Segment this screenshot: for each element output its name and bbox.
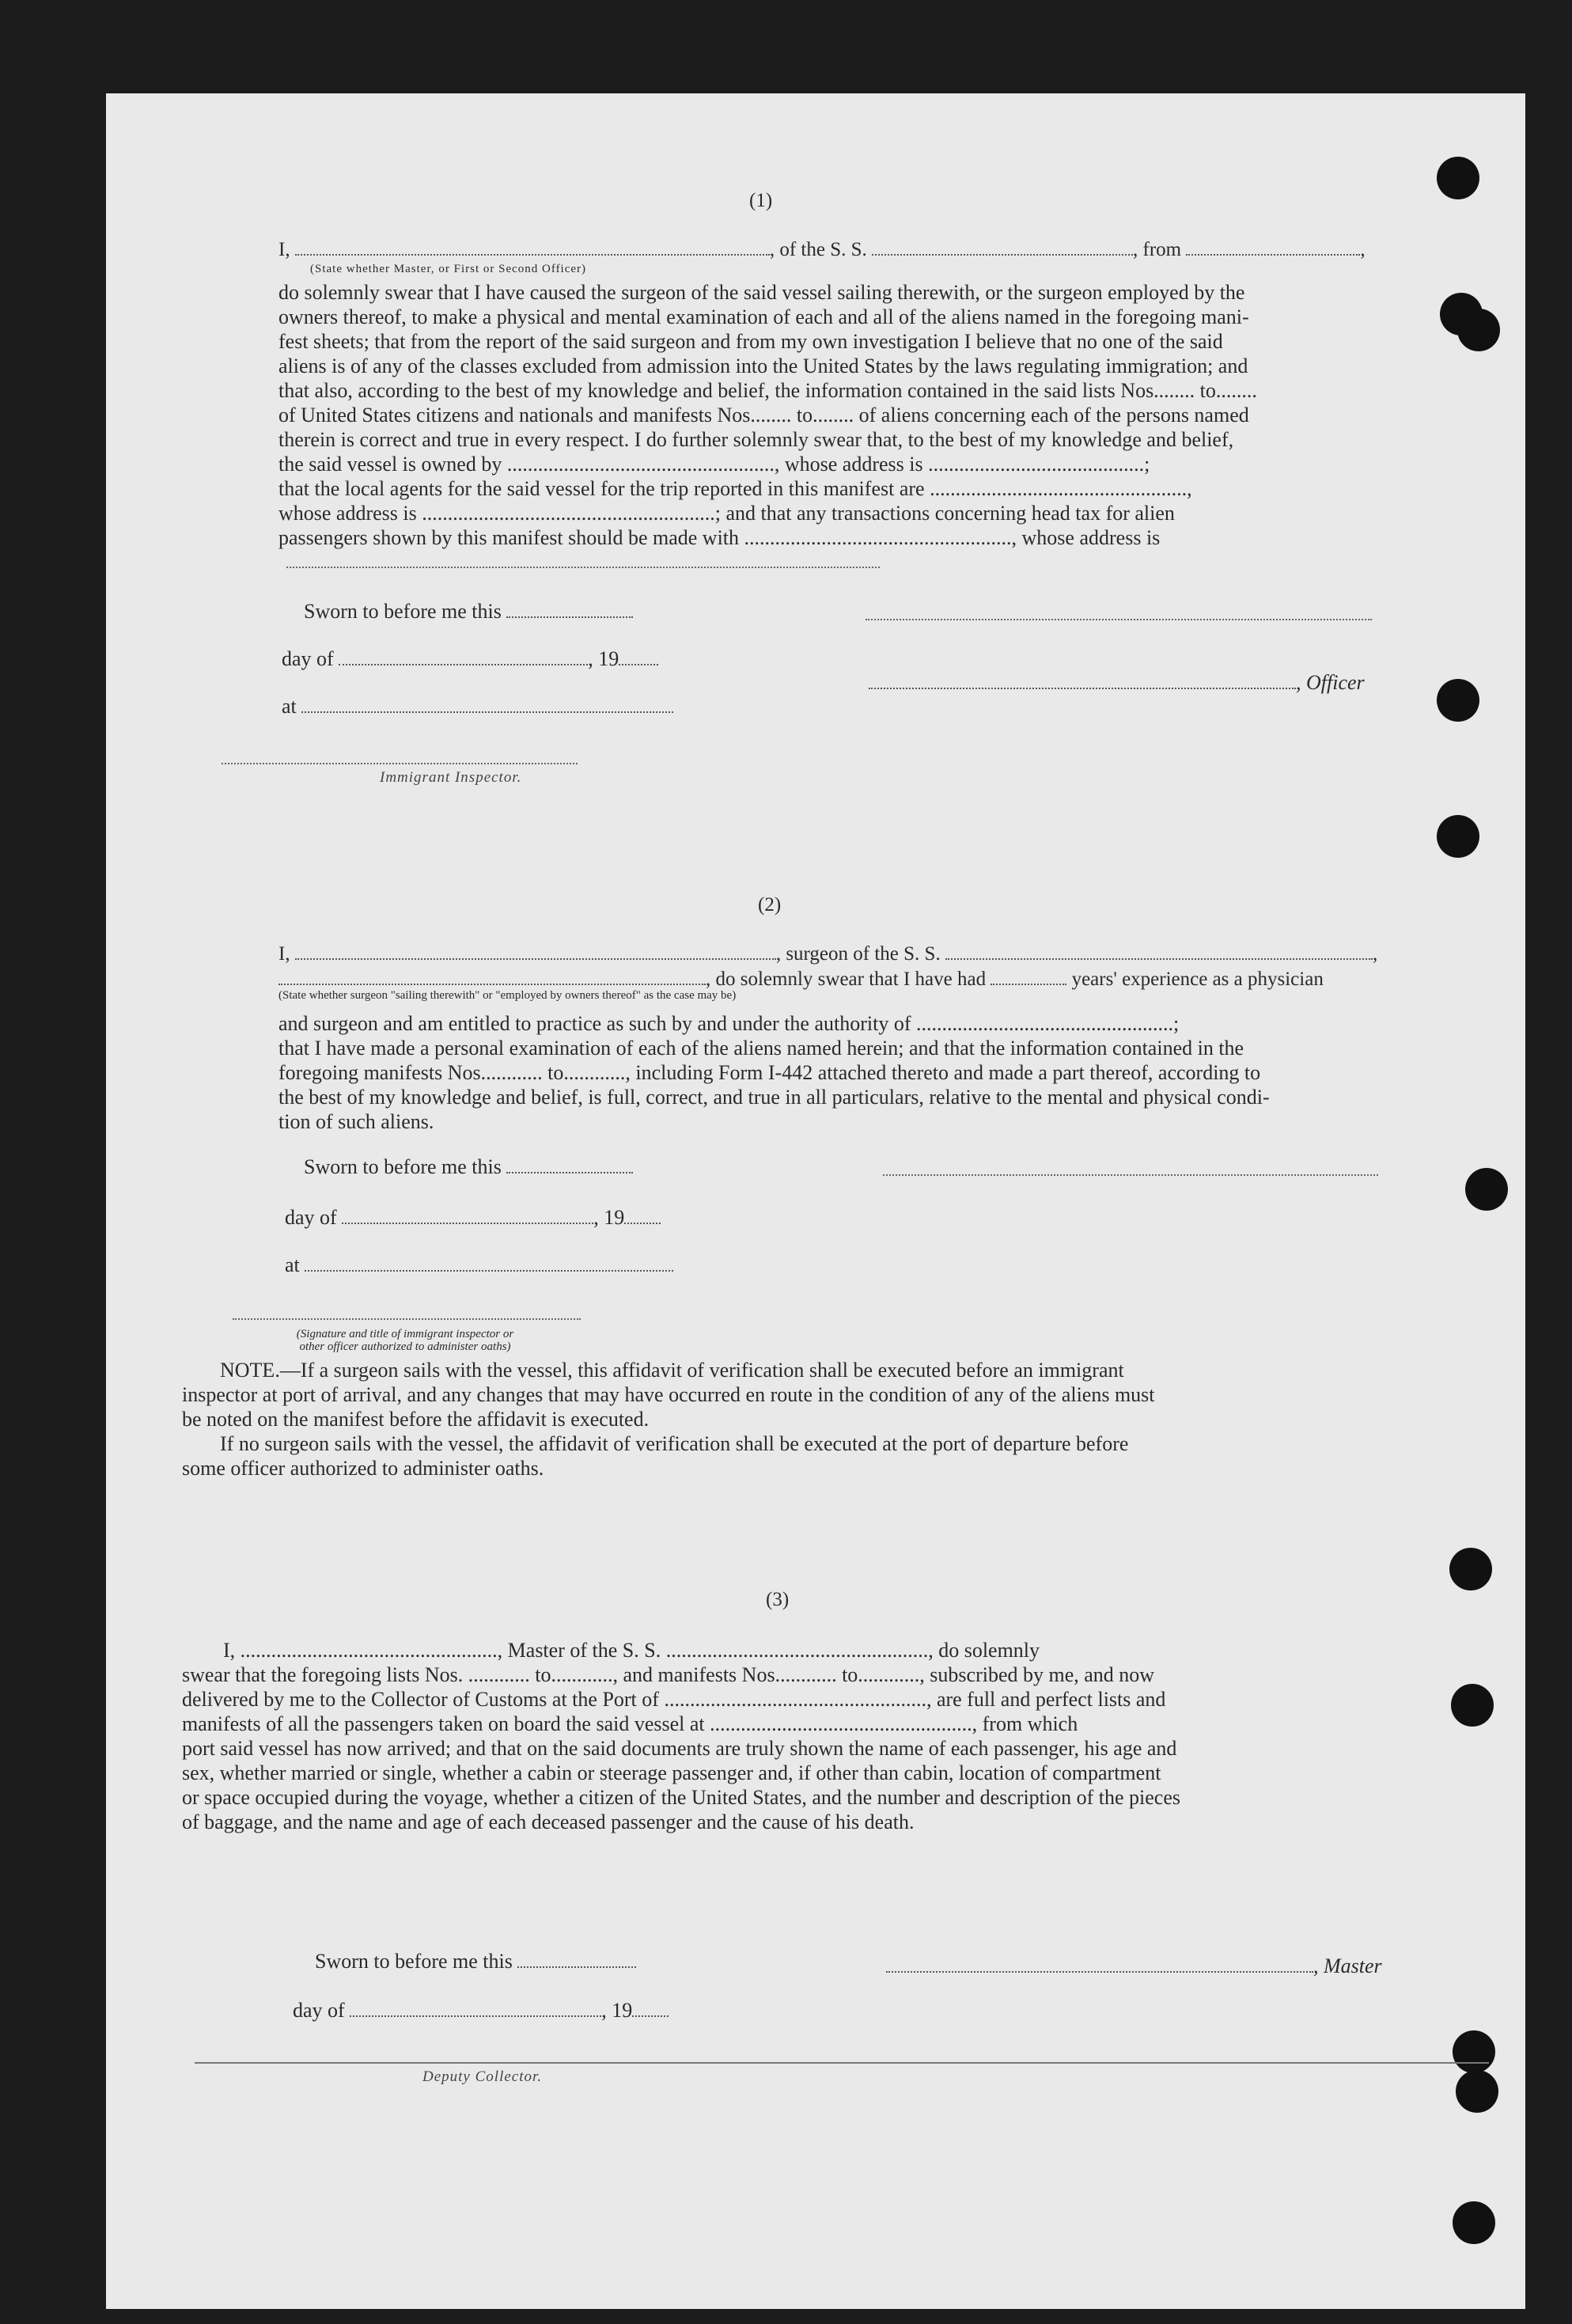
- day-blank: [350, 2000, 601, 2017]
- day-of-label: day of: [285, 1206, 337, 1229]
- officer-label: , Officer: [1296, 671, 1365, 694]
- day-blank: [342, 1207, 593, 1224]
- section-3-body: [182, 1638, 1494, 1834]
- section-2-years: years' experience as a physician: [1071, 969, 1324, 990]
- note-line: some officer authorized to administer oaths.: [182, 1457, 544, 1480]
- section-1-i: I,: [278, 239, 290, 260]
- punch-hole: [1456, 2070, 1498, 2113]
- section-3-master: [886, 1954, 1382, 1978]
- section-1-line: of United States citizens and nationals and manifests Nos........ to........ of aliens concerning each of the persons named: [278, 404, 1249, 427]
- section-2-i: I,: [278, 943, 290, 965]
- surgeon-status-blank: [278, 968, 706, 985]
- year-blank: [632, 2000, 669, 2017]
- note-line: NOTE.—If a surgeon sails with the vessel, this affidavit of verification shall be executed before an immigrant: [220, 1359, 1124, 1382]
- section-2-note-para: [182, 1358, 1494, 1480]
- note-line: inspector at port of arrival, and any changes that may have occurred en route in the condition of any of the aliens must: [182, 1383, 1155, 1406]
- inspector-signature-line: [222, 763, 578, 764]
- section-1-line: therein is correct and true in every respect. I do further solemnly swear that, to the best of my knowledge and belief,: [278, 428, 1234, 451]
- section-1-line: owners thereof, to make a physical and mental examination of each and all of the aliens named in the foregoing mani-: [278, 305, 1249, 328]
- section-1-line: passengers shown by this manifest should be made with ...................................................., whose address is: [278, 526, 1161, 549]
- surgeon-name-blank: [295, 942, 776, 960]
- year-label: , 19: [593, 1206, 625, 1229]
- section-2-at: [285, 1253, 673, 1277]
- section-3-line: port said vessel has now arrived; and that on the said documents are truly shown the name of each passenger, his age and: [182, 1737, 1177, 1760]
- sworn-date-blank: [506, 1156, 633, 1173]
- at-label: at: [285, 1253, 300, 1276]
- years-blank: [991, 968, 1066, 985]
- section-2-line: and surgeon and am entitled to practice as such by and under the authority of ..................................................;: [278, 1012, 1180, 1035]
- year-blank: [624, 1207, 661, 1224]
- section-2-line2: [278, 967, 1487, 991]
- collector-caption: Deputy Collector.: [422, 2068, 543, 2085]
- form-sheet: [106, 93, 1525, 2309]
- section-1-number: (1): [749, 190, 773, 211]
- section-2-day: [285, 1206, 661, 1230]
- punch-hole: [1453, 2030, 1495, 2073]
- section-1-line: whose address is .........................................................; and that any transactions concerning head tax for alien: [278, 502, 1175, 525]
- section-1-line: the said vessel is owned by ...................................................., whose address is ..........................................;: [278, 453, 1150, 476]
- sig-caption-line: (Signature and title of immigrant inspector or: [296, 1328, 514, 1340]
- section-1-line: fest sheets; that from the report of the said surgeon and from my own investigation I believe that no one of the said: [278, 330, 1223, 353]
- sig-caption-line: other officer authorized to administer oaths): [299, 1340, 511, 1353]
- section-1-from: , from: [1133, 239, 1182, 260]
- sworn-date-blank: [517, 1951, 636, 1968]
- officer-signature-blank: [869, 672, 1296, 689]
- punch-hole: [1465, 1168, 1508, 1211]
- section-1-sworn: [304, 600, 633, 624]
- punch-hole: [1437, 157, 1479, 199]
- note-line: be noted on the manifest before the affidavit is executed.: [182, 1408, 650, 1431]
- year-label: , 19: [588, 647, 619, 670]
- section-2-signature-line: [883, 1174, 1378, 1176]
- section-2-line: that I have made a personal examination of each of the aliens named herein; and that the information contained in the: [278, 1037, 1244, 1060]
- section-3-sworn: [315, 1950, 636, 1973]
- master-label: , Master: [1313, 1954, 1382, 1977]
- punch-hole: [1453, 2201, 1495, 2244]
- ship-name-blank: [872, 238, 1133, 256]
- form-divider: [195, 2062, 1489, 2064]
- section-1-line: that also, according to the best of my knowledge and belief, the information contained in the said lists Nos........ to........: [278, 379, 1257, 402]
- section-2-note: (State whether surgeon "sailing therewith" or "employed by owners thereof" as the case may be): [278, 989, 737, 1002]
- note-line: If no surgeon sails with the vessel, the affidavit of verification shall be executed at the port of departure before: [220, 1432, 1129, 1455]
- section-1-line: aliens is of any of the classes excluded from admission into the United States by the laws regulating immigration; and: [278, 354, 1248, 377]
- section-1-of-ss: , of the S. S.: [769, 239, 867, 260]
- section-2-inspector-line: [233, 1318, 581, 1320]
- section-1-at: [282, 695, 673, 718]
- day-of-label: day of: [282, 647, 334, 670]
- sworn-label: Sworn to before me this: [304, 1155, 502, 1178]
- departure-port-blank: [1186, 238, 1360, 256]
- inspector-caption: Immigrant Inspector.: [380, 769, 522, 786]
- section-1-officer: [869, 671, 1365, 695]
- year-blank: [619, 648, 658, 665]
- officer-name-blank: [295, 238, 770, 256]
- section-1-line: that the local agents for the said vessel for the trip reported in this manifest are ..................................................,: [278, 477, 1192, 500]
- section-3-line: delivered by me to the Collector of Customs at the Port of ..................................................., are full and perfect lists and: [182, 1688, 1166, 1711]
- section-1-day: [282, 647, 658, 671]
- section-2-solemnly: , do solemnly swear that I have had: [706, 969, 987, 990]
- section-2-line: foregoing manifests Nos............ to............, including Form I-442 attached thereto and made a part thereof, according to: [278, 1061, 1261, 1084]
- section-2-line: the best of my knowledge and belief, is full, correct, and true in all particulars, relative to the mental and physical condi-: [278, 1086, 1270, 1109]
- sworn-label: Sworn to before me this: [315, 1950, 513, 1973]
- day-of-label: day of: [293, 1999, 345, 2022]
- section-1-header: I, , of the S. S. , from ,: [278, 239, 1366, 260]
- section-1-note: (State whether Master, or First or Second Officer): [310, 263, 587, 275]
- section-3-line: swear that the foregoing lists Nos. ............ to............, and manifests Nos............ to............, subscribed by me, and now: [182, 1663, 1155, 1686]
- section-3-number: (3): [766, 1589, 790, 1610]
- master-signature-blank: [886, 1955, 1313, 1973]
- section-1-address-blank: [286, 567, 880, 568]
- section-3-line: sex, whether married or single, whether a cabin or steerage passenger and, if other than cabin, location of compartment: [182, 1761, 1161, 1784]
- place-blank: [305, 1254, 673, 1272]
- section-2-surgeon-of: , surgeon of the S. S.: [775, 943, 941, 965]
- section-3-line: I, .................................................., Master of the S. S. ..................................................., do solemnly: [223, 1639, 1040, 1662]
- section-2-sig-caption: [247, 1328, 563, 1353]
- sworn-label: Sworn to before me this: [304, 600, 502, 623]
- section-2-ship-blank: [945, 942, 1373, 960]
- section-2-line: tion of such aliens.: [278, 1110, 434, 1133]
- section-1-line: do solemnly swear that I have caused the surgeon of the said vessel sailing therewith, or the surgeon employed by the: [278, 281, 1245, 304]
- section-3-line: manifests of all the passengers taken on board the said vessel at ..................................................., from which: [182, 1712, 1078, 1735]
- section-1-body: [278, 280, 1487, 550]
- punch-hole: [1437, 815, 1479, 858]
- section-3-day: [293, 1999, 669, 2023]
- sworn-date-blank: [506, 601, 633, 618]
- punch-hole: [1449, 1548, 1492, 1590]
- section-2-number: (2): [758, 894, 782, 916]
- section-1-signature-line: [866, 619, 1372, 620]
- at-label: at: [282, 695, 297, 718]
- year-label: , 19: [601, 1999, 633, 2022]
- punch-hole: [1437, 679, 1479, 722]
- day-blank: [339, 648, 588, 665]
- place-blank: [301, 696, 673, 713]
- section-3-line: of baggage, and the name and age of each deceased passenger and the cause of his death.: [182, 1810, 915, 1833]
- section-2-sworn: [304, 1155, 633, 1179]
- section-3-line: or space occupied during the voyage, whether a citizen of the United States, and the number and description of the pieces: [182, 1786, 1181, 1809]
- section-2-body: [278, 1011, 1487, 1134]
- section-2-header: I, , surgeon of the S. S. ,: [278, 943, 1378, 965]
